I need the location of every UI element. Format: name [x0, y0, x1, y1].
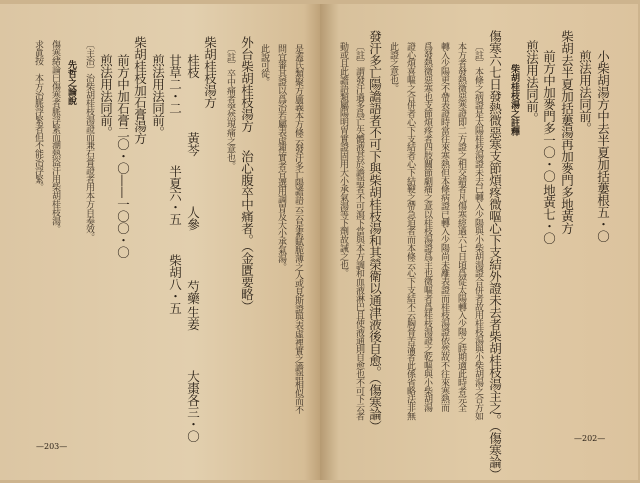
ingredient: 柴胡八・五 — [167, 254, 183, 314]
quote-column: 發汗多亡陽譫語者不可下與柴胡桂枝湯和其榮衛以通津液後自愈。（傷寒論） — [367, 30, 383, 432]
method-text: 煎法用法同前。 — [524, 40, 540, 124]
left-page — [0, 4, 320, 480]
method-text: 煎法用法同前。 — [98, 54, 114, 138]
note-column: 〔註〕本條之病證是太陽桂枝湯證未去已轉入少陽與小柴胡湯證合併者故用桂枝湯與小柴胡湯之合方如 — [473, 42, 483, 421]
section-heading: 先哲之論說 — [66, 60, 76, 105]
indication-note: 〔主治〕治柴胡桂枝湯證而兼石膏證者用本方自奏效。 — [84, 40, 94, 242]
note-column: 動或且此譫語類屬陽明胃實證固用大小承氣湯等下劑故誡之也。 — [338, 42, 348, 278]
prescription-title: 柴胡桂枝加石膏湯方 — [132, 36, 148, 144]
note-column: 本方者發熱微惡寒證即二方證之相交錯者凡傷寒經過六七日頃爲從太陽轉入少陽之時期適此時者完全 — [456, 42, 466, 412]
page-number: —202— — [574, 434, 606, 443]
text-column: 問宜審其證以爲治若屬表虛裡實者宜選用調胃及大小承氣湯。 — [276, 44, 286, 271]
quote-column: 傷寒六七日發熱微惡寒支節煩疼微嘔心下支結外證未去者柴胡桂枝湯主之。（傷寒論） — [487, 30, 503, 480]
note-column: 〔註〕謂發汗過多爲亡失體液甚於譫語者不可瀉下當與本方調和血液淋巴且使液通則自愈也不可下云者 — [354, 42, 364, 421]
prescription-title: 柴胡去半夏加括蔞湯再加麥門多地黃方 — [559, 30, 575, 234]
page-number: —203— — [36, 442, 68, 451]
prescription-title: 外台柴胡桂枝湯方 — [239, 36, 255, 132]
ingredient: 大棗各三・〇 — [185, 370, 201, 442]
dosage-text: 地黃七・〇 — [541, 184, 557, 244]
indication-text: 治心腹卒中痛者。（金匱要略） — [239, 150, 255, 312]
text-column: 此說可從。 — [259, 44, 269, 87]
note-column: 此證之意也。 — [388, 42, 398, 93]
ingredient: 生姜 — [185, 306, 201, 330]
method-text: 煎法用法同前。 — [150, 54, 166, 138]
quote-column: 傷寒緒論曰傷寒者脈浮緊而潮熱盜汗用柴胡桂枝湯。 — [50, 40, 60, 234]
dosage-text: 前方中加麥門多一〇・〇 — [541, 50, 557, 182]
prescription-title: 小柴胡湯方中去半夏加括蔞根五・〇 — [595, 50, 611, 242]
method-text: 煎法用法同前。 — [577, 50, 593, 134]
prescription-title: 柴胡桂枝湯方 — [202, 36, 218, 108]
note-column: 爲發熱微惡寒也支節煩疼者四肢關節劇痛之意以桂枝湯證爲主也微嘔者爲桂枝湯證之乾嘔與小柴胡湯 — [422, 42, 432, 412]
ingredient: 芍藥 — [185, 280, 201, 304]
right-page — [320, 4, 638, 480]
ingredient: 人參 — [185, 206, 201, 230]
commentary-column: 求眞按 本方治脈浮緊者但不能治浮緊。 — [33, 40, 43, 192]
note-column: 〔註〕卒中痛者突然現痛之意也。 — [225, 44, 235, 171]
section-heading: 柴胡桂枝湯之註釋 — [509, 64, 519, 136]
ingredient: 半夏六・五 — [167, 165, 183, 225]
note-column: 轉入少陽更不帶表證時當往來寒熱但本條病證已轉入少陽尚未離表證而桂枝湯證依然故不往來寒熱而 — [439, 42, 449, 412]
ingredient: 黃芩 — [185, 132, 201, 156]
ingredient: 桂枝 — [185, 54, 201, 78]
note-column: 證心煩喜嘔之合併者心下支結者心下結鞕之帶急迫者而本條云心下支結不云胸脅苦滿者此係省略法非無 — [405, 42, 415, 421]
dosage-text: 前方中加石膏二〇・〇——一〇〇・〇 — [115, 54, 131, 258]
text-column: 是蓋氏類聚方廣義本方條云發汗多亡陽譫語云云是素賦脆薄之人或見斯證與表虛裡實之譫語相似而不 — [293, 44, 303, 414]
ingredient: 甘草二・二 — [167, 54, 183, 114]
